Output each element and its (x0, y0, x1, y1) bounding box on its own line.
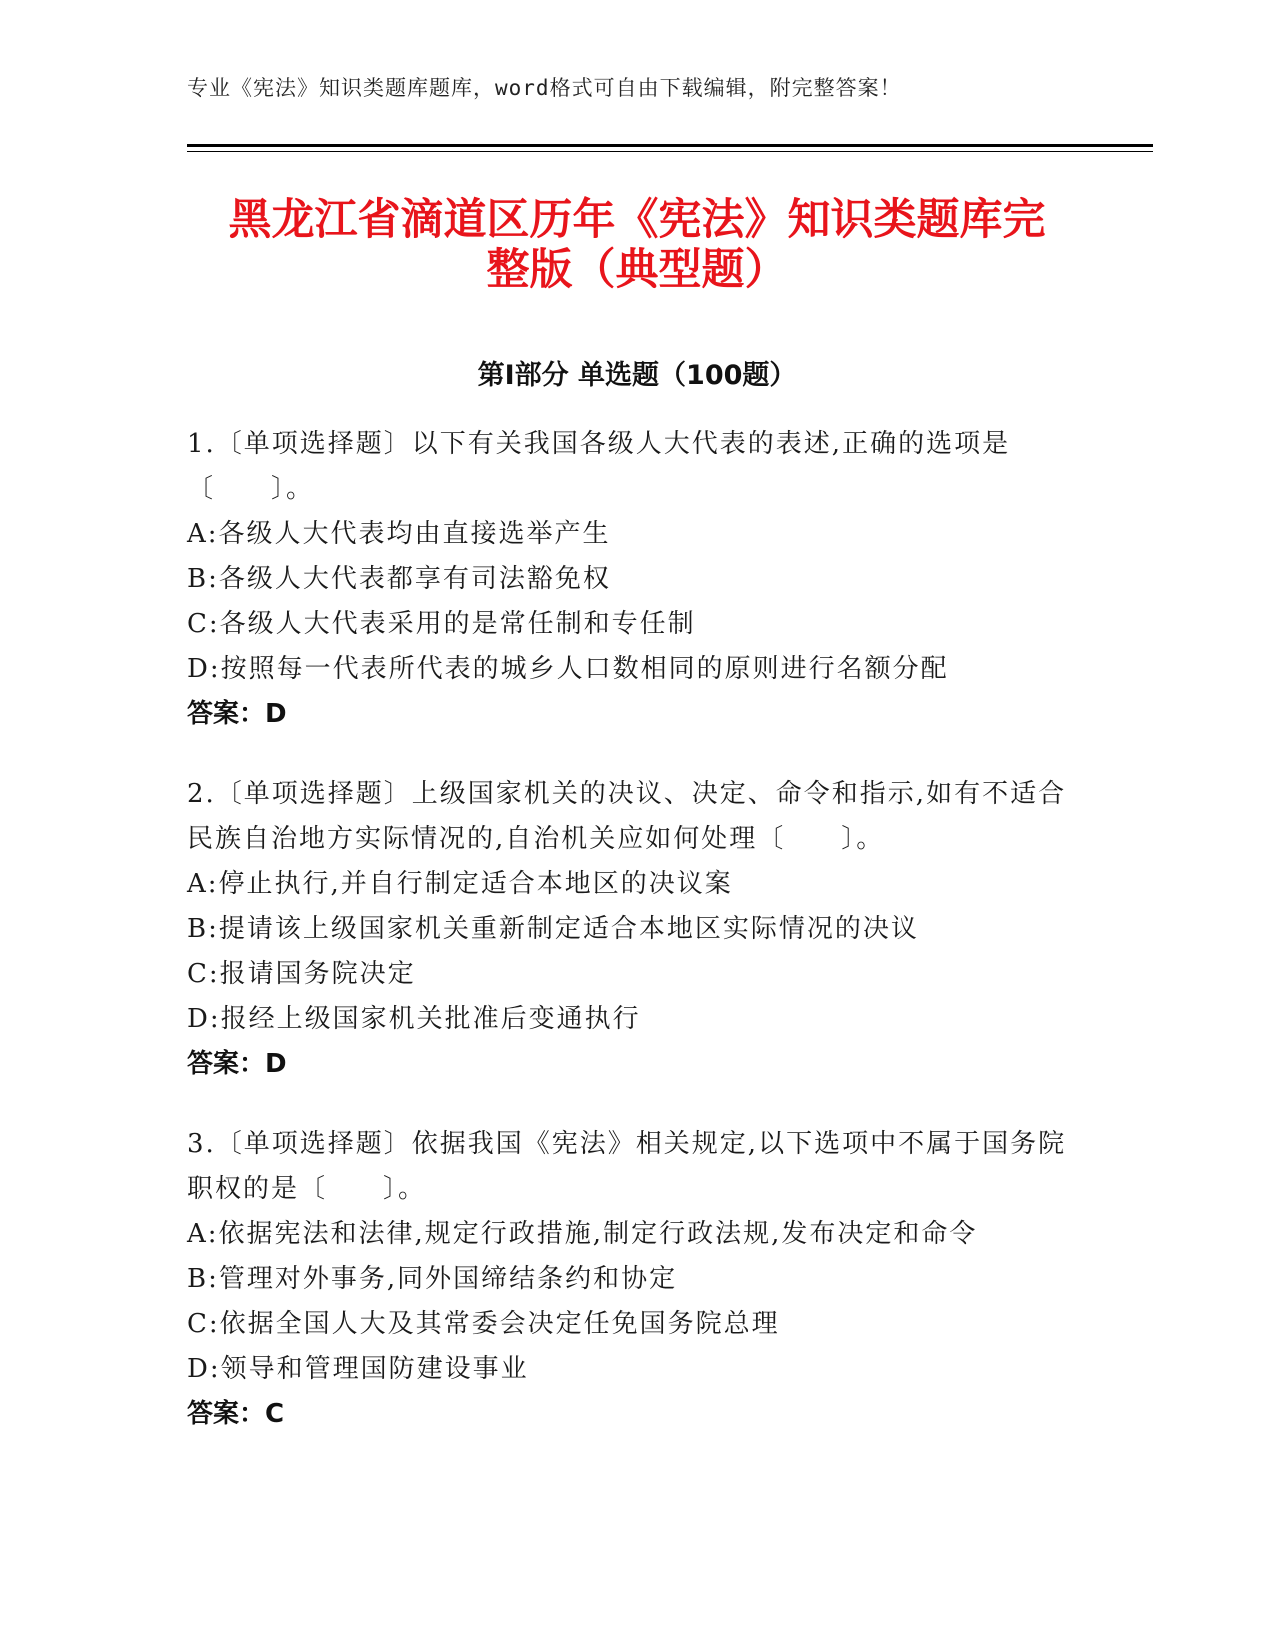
option-d: D:按照每一代表所代表的城乡人口数相同的原则进行名额分配 (187, 654, 949, 684)
option-b: B:各级人大代表都享有司法豁免权 (187, 564, 611, 594)
question-1 (187, 422, 1087, 737)
option-c: C:依据全国人大及其常委会决定任免国务院总理 (187, 1309, 780, 1339)
document-title (187, 195, 1087, 295)
answer: 答案：D (187, 1049, 287, 1079)
option-a: A:各级人大代表均由直接选举产生 (187, 519, 611, 549)
option-a: A:停止执行,并自行制定适合本地区的决议案 (187, 869, 733, 899)
document-title-line-2: 整版（典型题） (486, 245, 788, 295)
option-d: D:领导和管理国防建设事业 (187, 1354, 529, 1384)
option-c: C:报请国务院决定 (187, 959, 416, 989)
option-b: B:管理对外事务,同外国缔结条约和协定 (187, 1264, 678, 1294)
answer: 答案：D (187, 699, 287, 729)
question-stem: 2.〔单项选择题〕上级国家机关的决议、决定、命令和指示,如有不适合民族自治地方实际情况的,自治机关应如何处理〔 〕。 (187, 779, 1067, 854)
document-title-line-1: 黑龙江省滴道区历年《宪法》知识类题库完 (228, 195, 1046, 245)
question-3 (187, 1122, 1087, 1437)
answer: 答案：C (187, 1399, 285, 1429)
section-title: 第Ⅰ部分 单选题（100题） (477, 360, 797, 391)
option-d: D:报经上级国家机关批准后变通执行 (187, 1004, 641, 1034)
question-2 (187, 772, 1087, 1087)
header-rule-thick (187, 144, 1153, 147)
option-c: C:各级人大代表采用的是常任制和专任制 (187, 609, 696, 639)
header-rule-thin (187, 151, 1153, 152)
question-stem: 3.〔单项选择题〕依据我国《宪法》相关规定,以下选项中不属于国务院职权的是〔 〕。 (187, 1129, 1067, 1204)
option-a: A:依据宪法和法律,规定行政措施,制定行政法规,发布决定和命令 (187, 1219, 978, 1249)
question-stem: 1.〔单项选择题〕以下有关我国各级人大代表的表述,正确的选项是〔 〕。 (187, 429, 1011, 504)
option-b: B:提请该上级国家机关重新制定适合本地区实际情况的决议 (187, 914, 919, 944)
header-note: 专业《宪法》知识类题库题库，word格式可自由下载编辑，附完整答案！ (187, 76, 902, 100)
